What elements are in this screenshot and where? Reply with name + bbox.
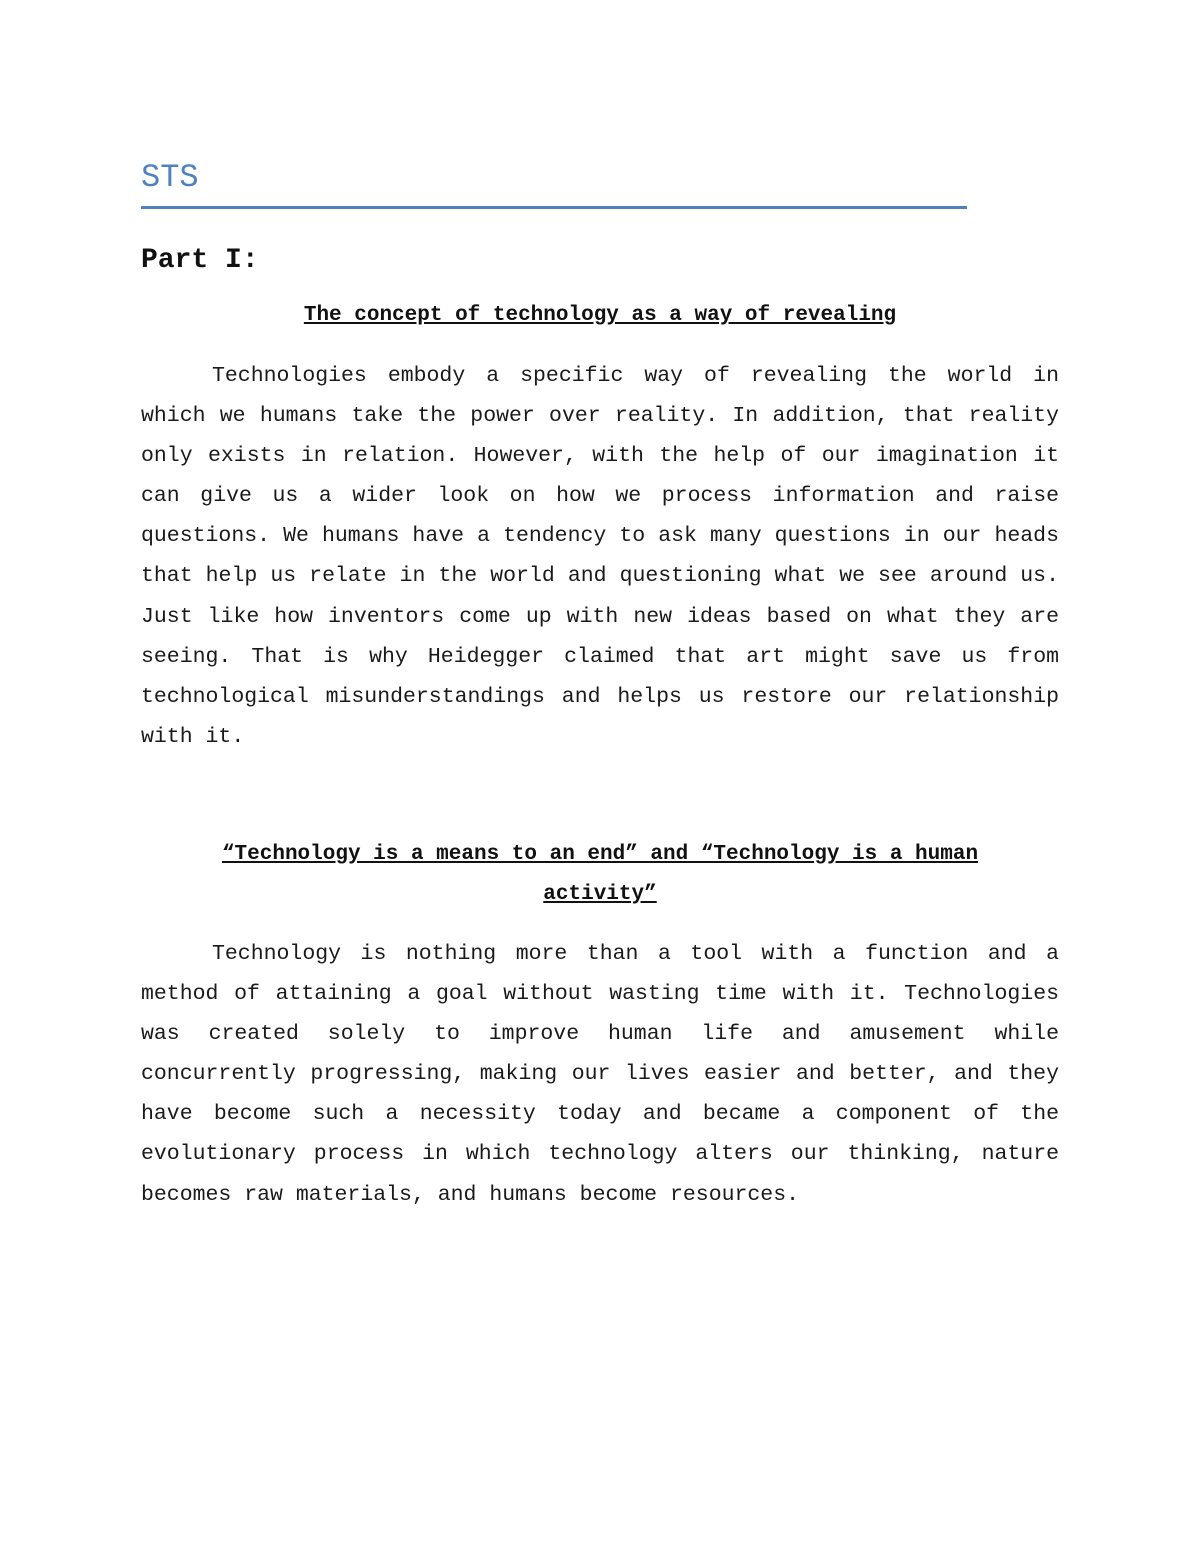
section-title-revealing: The concept of technology as a way of revealing	[303, 304, 897, 327]
document-title: STS	[141, 159, 199, 196]
section-title-means-to-an-end: “Technology is a means to an end” and “Technology is a human activity”	[221, 843, 979, 906]
title-underline-rule	[141, 206, 967, 209]
section-paragraph-revealing: Technologies embody a specific way of revealing the world in which we humans take the power over reality. In addition, that reality only exists in relation. However, with the help of our imagination it can give us a wider look on how we process information and raise questions. We humans have a tendency to ask many questions in our heads that help us relate in the world and questioning what we see around us. Just like how inventors come up with new ideas based on what they are seeing. That is why Heidegger claimed that art might save us from technological misunderstandings and helps us restore our relationship with it.	[141, 364, 1059, 749]
section-paragraph-means-to-an-end: Technology is nothing more than a tool with a function and a method of attaining a goal without wasting time with it. Technologies was created solely to improve human life and amusement while concurrently progressing, making our lives easier and better, and they have become such a necessity today and became a component of the evolutionary process in which technology alters our thinking, nature becomes raw materials, and humans become resources.	[141, 942, 1059, 1207]
part-heading: Part I:	[141, 245, 259, 276]
